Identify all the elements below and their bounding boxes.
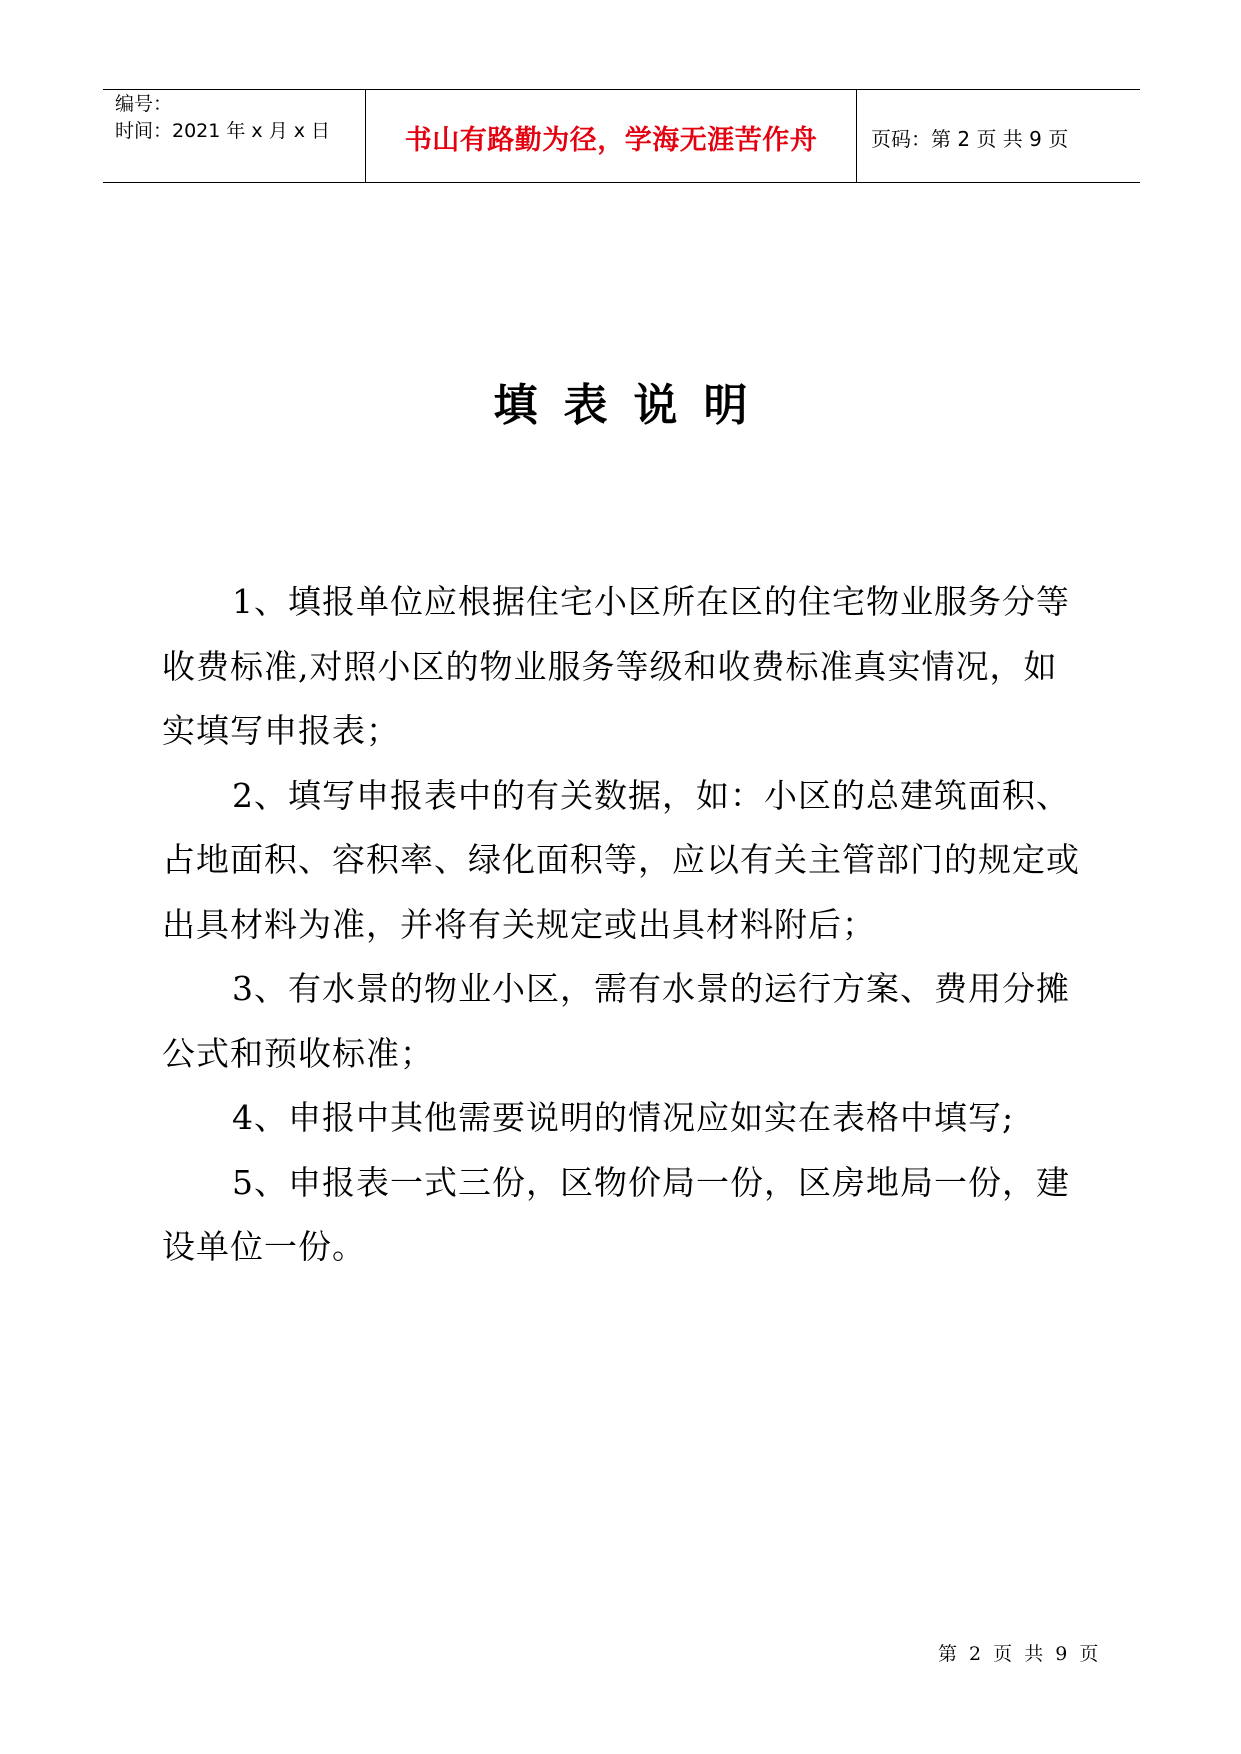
serial-number-label: 编号：	[115, 93, 173, 115]
motto-text: 书山有路勤为径，学海无涯苦作舟	[404, 125, 818, 156]
date-label: 时间：2021 年 x 月 x 日	[115, 120, 331, 142]
instruction-paragraph-2: 2、填写申报表中的有关数据，如：小区的总建筑面积、占地面积、容积率、绿化面积等，应以有关主管部门的规定或出具材料为准，并将有关规定或出具材料附后；	[162, 775, 1080, 944]
page-title: 填表说明	[493, 380, 774, 431]
instruction-paragraph-3: 3、有水景的物业小区，需有水景的运行方案、费用分摊公式和预收标准；	[162, 969, 1070, 1073]
header-motto-cell	[366, 90, 857, 182]
instruction-paragraph-4: 4、申报中其他需要说明的情况应如实在表格中填写;	[232, 1098, 1015, 1137]
header-info-cell	[103, 90, 366, 182]
page-footer: 第 2 页 共 9 页	[938, 1643, 1102, 1665]
instruction-paragraph-5: 5、申报表一式三份，区物价局一份，区房地局一份，建设单位一份。	[162, 1162, 1070, 1266]
document-header	[103, 89, 1140, 183]
header-page-info: 页码：第 2 页 共 9 页	[871, 127, 1069, 151]
header-page-cell	[857, 90, 1140, 182]
instructions-body	[162, 570, 1082, 1280]
instruction-paragraph-1: 1、填报单位应根据住宅小区所在区的住宅物业服务分等收费标准,对照小区的物业服务等级和收费标准真实情况，如实填写申报表；	[162, 582, 1070, 750]
